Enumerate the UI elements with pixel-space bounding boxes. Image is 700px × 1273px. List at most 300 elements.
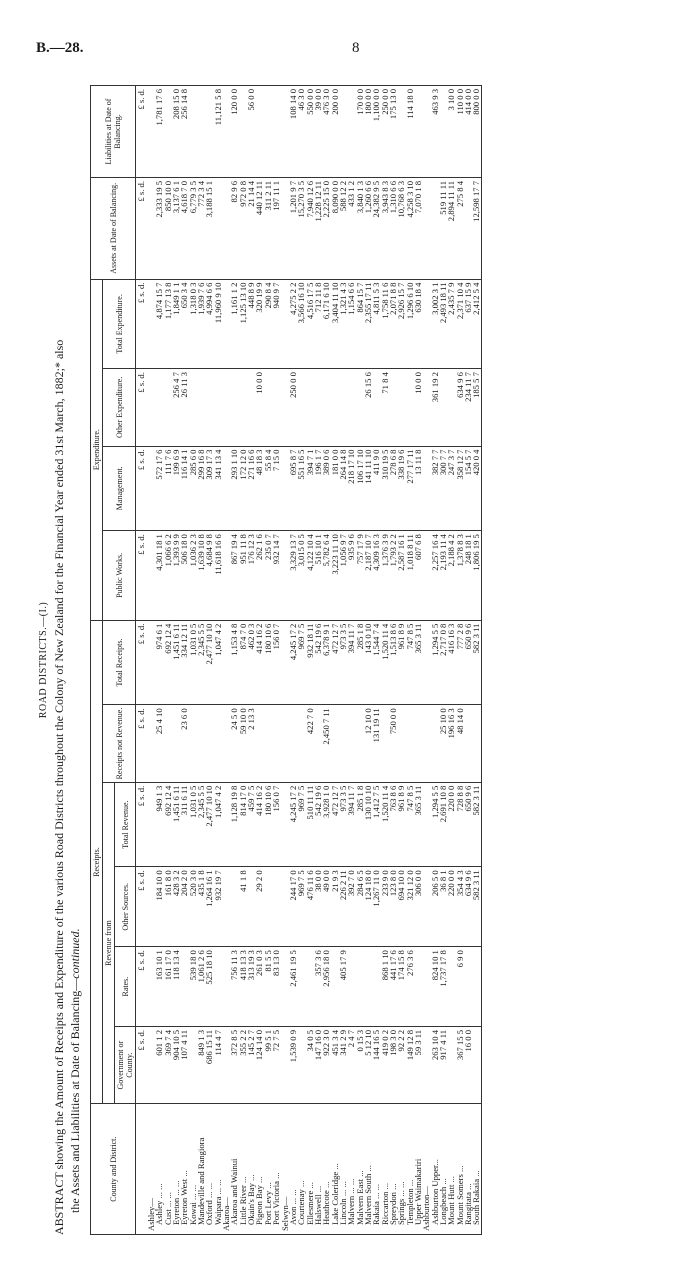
value-cell: 694 10 0	[397, 867, 405, 947]
value-cell	[272, 369, 280, 446]
value-cell: 451 3 4	[331, 1027, 339, 1104]
value-cell: 2,587 16 1	[397, 531, 405, 620]
value-cell: 233 9 0	[381, 867, 389, 947]
district-name-cell: South Rakaia ...	[472, 1104, 481, 1235]
units-cell: £ s. d.	[136, 531, 148, 620]
value-cell: 949 1 3	[155, 782, 163, 867]
value-cell: 107 4 11	[180, 1027, 188, 1104]
rotated-table-region	[38, 85, 658, 1235]
district-name-cell: Heathcote ...	[322, 1104, 330, 1235]
value-cell: 25 4 10	[155, 705, 163, 782]
value-cell: 1,100 0 0	[372, 86, 380, 178]
units-cell: £ s. d.	[136, 86, 148, 178]
table-row	[180, 86, 188, 1235]
table-row	[456, 86, 464, 1235]
value-cell: 932 14 7	[272, 531, 280, 620]
value-cell: 306 0 0	[414, 867, 422, 947]
value-cell: 226 2 11	[339, 867, 347, 947]
district-name-cell: Ashburton Upper...	[431, 1104, 439, 1235]
value-cell: 1,018 8 11	[406, 531, 414, 620]
road-districts-table	[90, 85, 482, 1235]
county-name-cell: Akaroa—	[222, 1104, 230, 1235]
table-row	[464, 86, 472, 1235]
value-cell: 4,245 17 2	[289, 620, 297, 705]
value-cell: 2,225 15 0	[322, 178, 330, 280]
value-cell: 72 7 5	[272, 1027, 280, 1104]
value-cell	[155, 369, 163, 446]
value-cell: 922 3 0	[322, 1027, 330, 1104]
county-name-cell: Selwyn—	[281, 1104, 289, 1235]
value-cell: 3,404 11 10	[331, 279, 339, 369]
value-cell: 2,450 7 11	[322, 705, 330, 782]
value-cell: 1,737 17 8	[439, 947, 447, 1027]
district-name-cell: Waipara ... ...	[214, 1104, 222, 1235]
value-cell: 4,618 7 0	[180, 178, 188, 280]
table-row	[439, 86, 447, 1235]
value-cell: 1,520 11 4	[381, 620, 389, 705]
value-cell: 59 10 0	[239, 705, 247, 782]
value-cell: 161 17 0	[164, 947, 172, 1027]
value-cell: 26 11 3	[180, 369, 188, 446]
value-cell: 154 5 7	[464, 446, 472, 531]
value-cell: 750 0 0	[389, 705, 397, 782]
value-cell: 2,461 19 5	[289, 947, 297, 1027]
value-cell: 7,940 12 6	[306, 178, 314, 280]
district-name-cell: Lake Coleridge ...	[331, 1104, 339, 1235]
value-cell: 2,926 15 7	[397, 279, 405, 369]
value-cell: 12,598 17 7	[472, 178, 481, 280]
value-cell: 935 9 6	[347, 531, 355, 620]
value-cell: 26 15 6	[364, 369, 372, 446]
value-cell: 114 4 7	[214, 1027, 222, 1104]
value-cell: 4,811 5 3	[372, 279, 380, 369]
header-revenue-from: Revenue from	[103, 782, 115, 1104]
value-cell: 3,943 8 3	[381, 178, 389, 280]
value-cell: 263 10 4	[431, 1027, 439, 1104]
district-name-cell: Ellesmere ...	[306, 1104, 314, 1235]
value-cell: 71 8 4	[381, 369, 389, 446]
value-cell: 144 16 5	[372, 1027, 380, 1104]
table-row	[255, 86, 263, 1235]
table-row	[164, 86, 172, 1235]
value-cell	[289, 705, 297, 782]
value-cell: 372 8 5	[230, 1027, 238, 1104]
value-cell: 1,939 7 6	[197, 279, 205, 369]
value-cell: 23 6 0	[180, 705, 188, 782]
value-cell: 650 9 6	[464, 782, 472, 867]
value-cell	[272, 867, 280, 947]
district-name-cell: Kowai ... ...	[189, 1104, 197, 1235]
value-cell: 2,257 16 4	[431, 531, 439, 620]
value-cell: 637 15 9	[464, 279, 472, 369]
value-cell: 244 17 0	[289, 867, 297, 947]
units-cell: £ s. d.	[136, 867, 148, 947]
value-cell: 4,874 15 7	[155, 279, 163, 369]
value-cell: 1,047 4 2	[214, 782, 222, 867]
value-cell: 120 0 0	[230, 86, 238, 178]
value-cell: 285 6 0	[189, 446, 197, 531]
value-cell	[347, 369, 355, 446]
district-name-cell: Rakaia ... ...	[372, 1104, 380, 1235]
value-cell: 1,264 16 1	[205, 867, 213, 947]
value-cell: 39 0 0	[314, 86, 322, 178]
value-cell: 1,793 2 2	[389, 531, 397, 620]
district-name-cell: Mount Hutt ...	[447, 1104, 455, 1235]
table-row	[239, 86, 247, 1235]
value-cell: 156 0 7	[272, 782, 280, 867]
value-cell: 111 7 6	[164, 446, 172, 531]
value-cell: 290 8 4	[264, 279, 272, 369]
value-cell	[189, 86, 197, 178]
value-cell: 607 6 8	[414, 531, 422, 620]
district-name-cell: Malvern East ...	[356, 1104, 364, 1235]
value-cell	[472, 1027, 481, 1104]
district-name-cell: Akaroa and Wainui	[230, 1104, 238, 1235]
value-cell: 940 9 7	[272, 279, 280, 369]
units-row	[136, 86, 148, 1235]
header-expenditure: Expenditure.	[91, 279, 103, 620]
value-cell	[281, 705, 289, 782]
value-cell: 220 0 0	[447, 782, 455, 867]
value-cell: 1,310 6 6	[389, 178, 397, 280]
value-cell: 5,782 6 4	[322, 531, 330, 620]
value-cell: 4,516 17 5	[306, 279, 314, 369]
value-cell: 4,309 16 3	[372, 531, 380, 620]
value-cell: 250 0 0	[289, 369, 297, 446]
value-cell: 634 9 6	[456, 369, 464, 446]
value-cell: 2,691 10 8	[439, 782, 447, 867]
value-cell: 520 3 0	[189, 867, 197, 947]
table-row	[414, 86, 422, 1235]
value-cell: 110 0 0	[456, 86, 464, 178]
value-cell: 1,125 13 10	[239, 279, 247, 369]
value-cell: 582 3 11	[472, 867, 481, 947]
header-government: Government or County.	[115, 1027, 136, 1104]
value-cell: 4,301 18 1	[155, 531, 163, 620]
value-cell: 969 7 5	[297, 867, 305, 947]
district-name-cell: Avon ... ...	[289, 1104, 297, 1235]
value-cell: 163 10 1	[155, 947, 163, 1027]
value-cell: 21 14 4	[247, 178, 255, 280]
value-cell	[222, 369, 230, 446]
value-cell: 6,779 3 5	[189, 178, 197, 280]
table-body	[136, 86, 482, 1235]
value-cell: 756 11 3	[230, 947, 238, 1027]
value-cell: 3,840 1 3	[356, 178, 364, 280]
value-cell: 1,066 6 2	[164, 531, 172, 620]
table-row	[147, 86, 155, 1235]
value-cell	[264, 867, 272, 947]
header-county: County and District.	[91, 1104, 136, 1235]
value-cell: 510 11 11	[306, 782, 314, 867]
value-cell: 2,717 0 8	[439, 620, 447, 705]
value-cell: 2,187 10 7	[364, 531, 372, 620]
value-cell: 1,318 0 3	[189, 279, 197, 369]
value-cell: 0 15 3	[356, 1027, 364, 1104]
value-cell	[414, 86, 422, 178]
value-cell: 199 6 9	[172, 446, 180, 531]
table-row	[322, 86, 330, 1235]
header-receipts: Receipts.	[91, 620, 103, 1104]
district-name-cell: Port Levy ...	[264, 1104, 272, 1235]
value-cell: 13 11 8	[414, 446, 422, 531]
value-cell: 463 9 3	[431, 86, 439, 178]
value-cell: 55 8 4	[264, 446, 272, 531]
value-cell	[422, 178, 430, 280]
value-cell: 506 18 0	[180, 531, 188, 620]
table-row	[289, 86, 297, 1235]
value-cell: 777 2 8	[456, 620, 464, 705]
value-cell: 389 0 6	[322, 446, 330, 531]
value-cell: 630 18 4	[414, 279, 422, 369]
header-total-revenue: Total Revenue.	[115, 782, 136, 867]
table-caption-line-1: ABSTRACT showing the Amount of Receipts and Expenditure of the various Road Districts throughout the Colony of New Zealand for the Financial Year ended 31st March, 1882;* also	[52, 339, 66, 1235]
value-cell: 874 7 0	[239, 620, 247, 705]
value-cell: 1,378 8 3	[456, 531, 464, 620]
value-cell: 16 0 0	[464, 1027, 472, 1104]
value-cell: 516 10 1	[314, 531, 322, 620]
header-other-sources: Other Sources.	[115, 867, 136, 947]
value-cell: 180 10 6	[264, 782, 272, 867]
value-cell: 149 12 8	[406, 1027, 414, 1104]
value-cell: 204 2 0	[180, 867, 188, 947]
value-cell: 542 19 6	[314, 620, 322, 705]
value-cell: 250 0 0	[381, 86, 389, 178]
table-row	[381, 86, 389, 1235]
value-cell: 800 0 0	[472, 86, 481, 178]
value-cell	[189, 705, 197, 782]
value-cell: 4,258 3 10	[406, 178, 414, 280]
value-cell: 420 0 4	[472, 446, 481, 531]
value-cell	[255, 705, 263, 782]
value-cell: 1,061 2 6	[197, 947, 205, 1027]
value-cell	[230, 369, 238, 446]
district-name-cell: Courtenay ...	[297, 1104, 305, 1235]
units-cell: £ s. d.	[136, 782, 148, 867]
value-cell: 106 17 10	[356, 446, 364, 531]
value-cell: 414 16 2	[255, 620, 263, 705]
value-cell	[347, 947, 355, 1027]
value-cell	[322, 369, 330, 446]
value-cell: 2,071 8 8	[389, 279, 397, 369]
value-cell: 973 3 5	[339, 620, 347, 705]
header-liabilities: Liabilities at Date of Balancing.	[91, 86, 136, 178]
value-cell: 2,188 4 2	[447, 531, 455, 620]
district-name-cell: Malvern South ...	[364, 1104, 372, 1235]
value-cell: 3,137 6 1	[172, 178, 180, 280]
value-cell: 46 3 0	[297, 86, 305, 178]
district-name-cell: Eyreton West ...	[180, 1104, 188, 1235]
value-cell: 6,171 6 10	[322, 279, 330, 369]
value-cell	[472, 947, 481, 1027]
table-row	[372, 86, 380, 1235]
value-cell: 220 0 0	[447, 867, 455, 947]
value-cell: 1,781 17 6	[155, 86, 163, 178]
value-cell: 116 14 1	[180, 446, 188, 531]
value-cell: 757 17 9	[356, 531, 364, 620]
value-cell: 358 12 7	[456, 446, 464, 531]
value-cell: 3,566 16 10	[297, 279, 305, 369]
value-cell	[214, 705, 222, 782]
value-cell: 974 6 1	[155, 620, 163, 705]
value-cell: 7 15 0	[272, 446, 280, 531]
value-cell: 11,618 16 6	[214, 531, 222, 620]
value-cell: 951 11 8	[239, 531, 247, 620]
value-cell: 462 0 3	[247, 620, 255, 705]
value-cell: 369 7 4	[164, 1027, 172, 1104]
value-cell: 582 3 11	[472, 620, 481, 705]
value-cell	[164, 705, 172, 782]
value-cell: 472 12 7	[331, 620, 339, 705]
value-cell: 10,768 6 3	[397, 178, 405, 280]
value-cell: 459 7 5	[247, 782, 255, 867]
table-row	[247, 86, 255, 1235]
caption-text: the Assets and Liabilities at Date of Balancing—	[68, 978, 82, 1213]
table-row	[230, 86, 238, 1235]
value-cell: 1,639 10 8	[197, 531, 205, 620]
value-cell: 1,031 0 5	[189, 782, 197, 867]
value-cell: 248 18 1	[464, 531, 472, 620]
value-cell: 161 8 0	[164, 867, 172, 947]
value-cell: 1,412 7 5	[372, 782, 380, 867]
value-cell	[472, 705, 481, 782]
value-cell: 59 3 11	[414, 1027, 422, 1104]
district-name-cell: Mount Somers ...	[456, 1104, 464, 1235]
value-cell: 12 10 0	[364, 705, 372, 782]
header-public-works: Public Works.	[103, 531, 136, 620]
value-cell: 2,894 11 11	[447, 178, 455, 280]
value-cell: 728 8 8	[456, 782, 464, 867]
value-cell: 34 0 5	[306, 1027, 314, 1104]
value-cell: 394 7 1	[306, 446, 314, 531]
value-cell	[414, 705, 422, 782]
district-name-cell: Eyreton ... ...	[172, 1104, 180, 1235]
value-cell: 961 8 9	[397, 620, 405, 705]
page-number: 8	[352, 40, 360, 56]
value-cell: 1,260 6 6	[364, 178, 372, 280]
value-cell: 334 12 11	[180, 620, 188, 705]
value-cell: 2,371 10 4	[456, 279, 464, 369]
value-cell: 235 0 7	[264, 531, 272, 620]
value-cell	[347, 705, 355, 782]
value-cell: 414 16 2	[255, 782, 263, 867]
value-cell	[214, 178, 222, 280]
value-cell: 141 11 10	[364, 446, 372, 531]
value-cell	[364, 947, 372, 1027]
value-cell: 867 19 4	[230, 531, 238, 620]
value-cell: 29 2 0	[255, 867, 263, 947]
value-cell	[389, 369, 397, 446]
value-cell	[331, 369, 339, 446]
value-cell: 185 5 7	[472, 369, 481, 446]
district-name-cell: Oxford ... ...	[205, 1104, 213, 1235]
value-cell: 1,806 19 5	[472, 531, 481, 620]
value-cell: 83 13 0	[272, 947, 280, 1027]
value-cell: 21 9 3	[331, 867, 339, 947]
value-cell: 1,228 12 11	[314, 178, 322, 280]
value-cell: 320 19 9	[255, 279, 263, 369]
table-row	[447, 86, 455, 1235]
value-cell: 394 11 7	[347, 782, 355, 867]
district-name-cell: Spreydon ...	[389, 1104, 397, 1235]
value-cell: 285 1 8	[356, 782, 364, 867]
value-cell	[214, 369, 222, 446]
value-cell	[189, 369, 197, 446]
value-cell: 712 11 8	[314, 279, 322, 369]
value-cell: 1,520 11 4	[381, 782, 389, 867]
table-row	[339, 86, 347, 1235]
header-total-receipts: Total Receipts.	[103, 620, 136, 705]
value-cell: 1,201 9 7	[289, 178, 297, 280]
value-cell	[222, 867, 230, 947]
district-name-cell: Okain's Bay ...	[247, 1104, 255, 1235]
value-cell	[397, 369, 405, 446]
district-name-cell: Mandeville and Rangiora	[197, 1104, 205, 1235]
value-cell: 601 1 2	[155, 1027, 163, 1104]
value-cell: 2,345 5 5	[197, 782, 205, 867]
value-cell: 49 0 0	[322, 867, 330, 947]
value-cell: 2,333 19 5	[155, 178, 163, 280]
value-cell: 3 10 0	[447, 86, 455, 178]
value-cell	[214, 947, 222, 1027]
value-cell	[356, 947, 364, 1027]
value-cell	[439, 369, 447, 446]
value-cell	[331, 705, 339, 782]
county-name-cell: Ashley—	[147, 1104, 155, 1235]
value-cell: 961 8 9	[397, 782, 405, 867]
value-cell: 8,090 0 0	[331, 178, 339, 280]
value-cell: 747 8 5	[406, 620, 414, 705]
table-row	[281, 86, 289, 1235]
table-row	[431, 86, 439, 1235]
table-row	[389, 86, 397, 1235]
units-cell: £ s. d.	[136, 279, 148, 369]
value-cell: 2,355 17 11	[364, 279, 372, 369]
value-cell	[272, 86, 280, 178]
value-cell: 416 16 3	[447, 620, 455, 705]
units-cell: £ s. d.	[136, 446, 148, 531]
district-name-cell: Cust ... ...	[164, 1104, 172, 1235]
value-cell: 2,435 7 9	[447, 279, 455, 369]
district-name-cell: Templeton ...	[406, 1104, 414, 1235]
table-row	[422, 86, 430, 1235]
value-cell: 969 7 5	[297, 620, 305, 705]
value-cell: 2 4 7	[347, 1027, 355, 1104]
value-cell: 392 7 0	[347, 867, 355, 947]
value-cell: 262 1 6	[255, 531, 263, 620]
value-cell	[406, 705, 414, 782]
value-cell: 414 0 0	[464, 86, 472, 178]
value-cell: 108 14 0	[289, 86, 297, 178]
value-cell: 357 3 6	[314, 947, 322, 1027]
value-cell: 311 6 11	[180, 782, 188, 867]
value-cell: 176 12 3	[247, 531, 255, 620]
district-name-cell: Longbeach ...	[439, 1104, 447, 1235]
value-cell: 124 14 0	[255, 1027, 263, 1104]
value-cell: 3,329 13 7	[289, 531, 297, 620]
value-cell: 1,849 1 1	[172, 279, 180, 369]
value-cell: 972 0 8	[239, 178, 247, 280]
value-cell: 4,275 2 2	[289, 279, 297, 369]
units-cell: £ s. d.	[136, 620, 148, 705]
value-cell: 208 15 0	[172, 86, 180, 178]
value-cell: 6,378 9 1	[322, 620, 330, 705]
value-cell: 422 7 0	[306, 705, 314, 782]
value-cell: 170 0 0	[356, 86, 364, 178]
table-row	[214, 86, 222, 1235]
table-row	[272, 86, 280, 1235]
value-cell	[197, 705, 205, 782]
